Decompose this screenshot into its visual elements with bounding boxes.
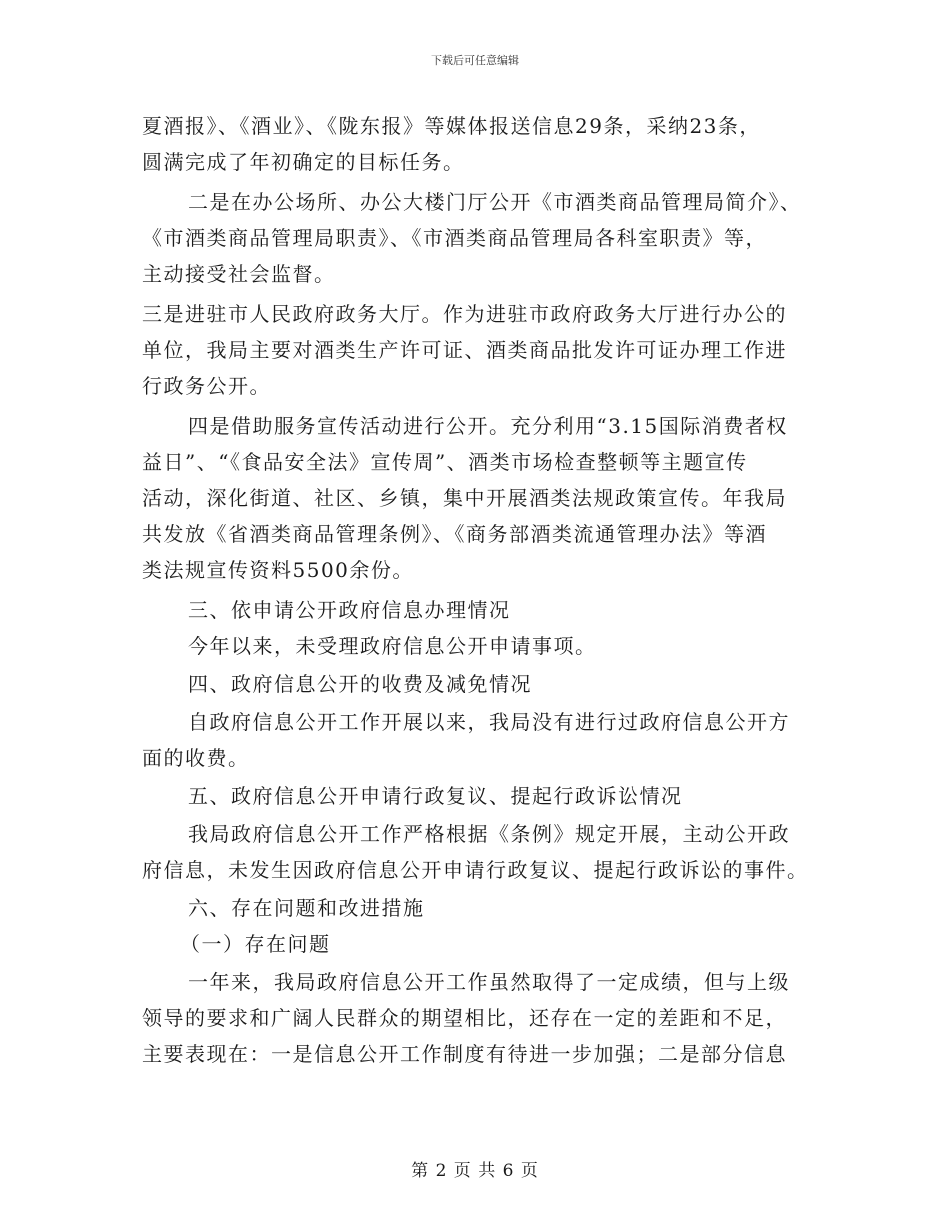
- text-line: 主动接受社会监督。: [142, 262, 336, 286]
- text-line: 二是在办公场所、办公大楼门厅公开《市酒类商品管理局简介》、: [188, 190, 802, 214]
- section-heading: 五、政府信息公开申请行政复议、提起行政诉讼情况: [188, 784, 683, 808]
- text-line: 一年来，我局政府信息公开工作虽然取得了一定成绩，但与上级: [188, 970, 790, 994]
- section-heading: 四、政府信息公开的收费及减免情况: [188, 672, 532, 696]
- text-line: 三是进驻市人民政府政务大厅。作为进驻市政府政务大厅进行办公的: [142, 302, 787, 326]
- text-line: 圆满完成了年初确定的目标任务。: [142, 150, 465, 174]
- text-line: 益日”、“《食品安全法》宣传周”、酒类市场检查整顿等主题宣传: [142, 450, 748, 474]
- page-number: 第 2 页 共 6 页: [411, 1161, 539, 1181]
- section-heading: 三、依申请公开政府信息办理情况: [188, 598, 511, 622]
- text-line: 我局政府信息公开工作严格根据《条例》规定开展，主动公开政: [188, 822, 790, 846]
- text-line: 今年以来，未受理政府信息公开申请事项。: [188, 634, 597, 658]
- text-line: 面的收费。: [142, 746, 250, 770]
- text-line: 类法规宣传资料5500余份。: [142, 558, 414, 582]
- page-header-note: 下载后可任意编辑: [431, 54, 519, 67]
- text-line: 夏酒报》、《酒业》、《陇东报》等媒体报送信息29条，采纳23条，: [142, 114, 761, 138]
- text-line: 自政府信息公开工作开展以来，我局没有进行过政府信息公开方: [188, 710, 790, 734]
- text-line: 单位，我局主要对酒类生产许可证、酒类商品批发许可证办理工作进: [142, 338, 787, 362]
- subsection-heading: （一）存在问题: [180, 932, 331, 956]
- text-line: 活动，深化街道、社区、乡镇，集中开展酒类法规政策宣传。年我局: [142, 486, 787, 510]
- text-line: 行政务公开。: [142, 374, 271, 398]
- text-line: 四是借助服务宣传活动进行公开。充分利用“3.15国际消费者权: [188, 414, 788, 438]
- text-line: 共发放《省酒类商品管理条例》、《商务部酒类流通管理办法》等酒: [142, 522, 767, 546]
- text-line: 《市酒类商品管理局职责》、《市酒类商品管理局各科室职责》等，: [142, 226, 767, 250]
- section-heading: 六、存在问题和改进措施: [188, 896, 425, 920]
- text-line: 领导的要求和广阔人民群众的期望相比，还存在一定的差距和不足，: [142, 1006, 787, 1030]
- text-line: 府信息，未发生因政府信息公开申请行政复议、提起行政诉讼的事件。: [142, 858, 809, 882]
- text-line: 主要表现在：一是信息公开工作制度有待进一步加强；二是部分信息: [142, 1042, 787, 1066]
